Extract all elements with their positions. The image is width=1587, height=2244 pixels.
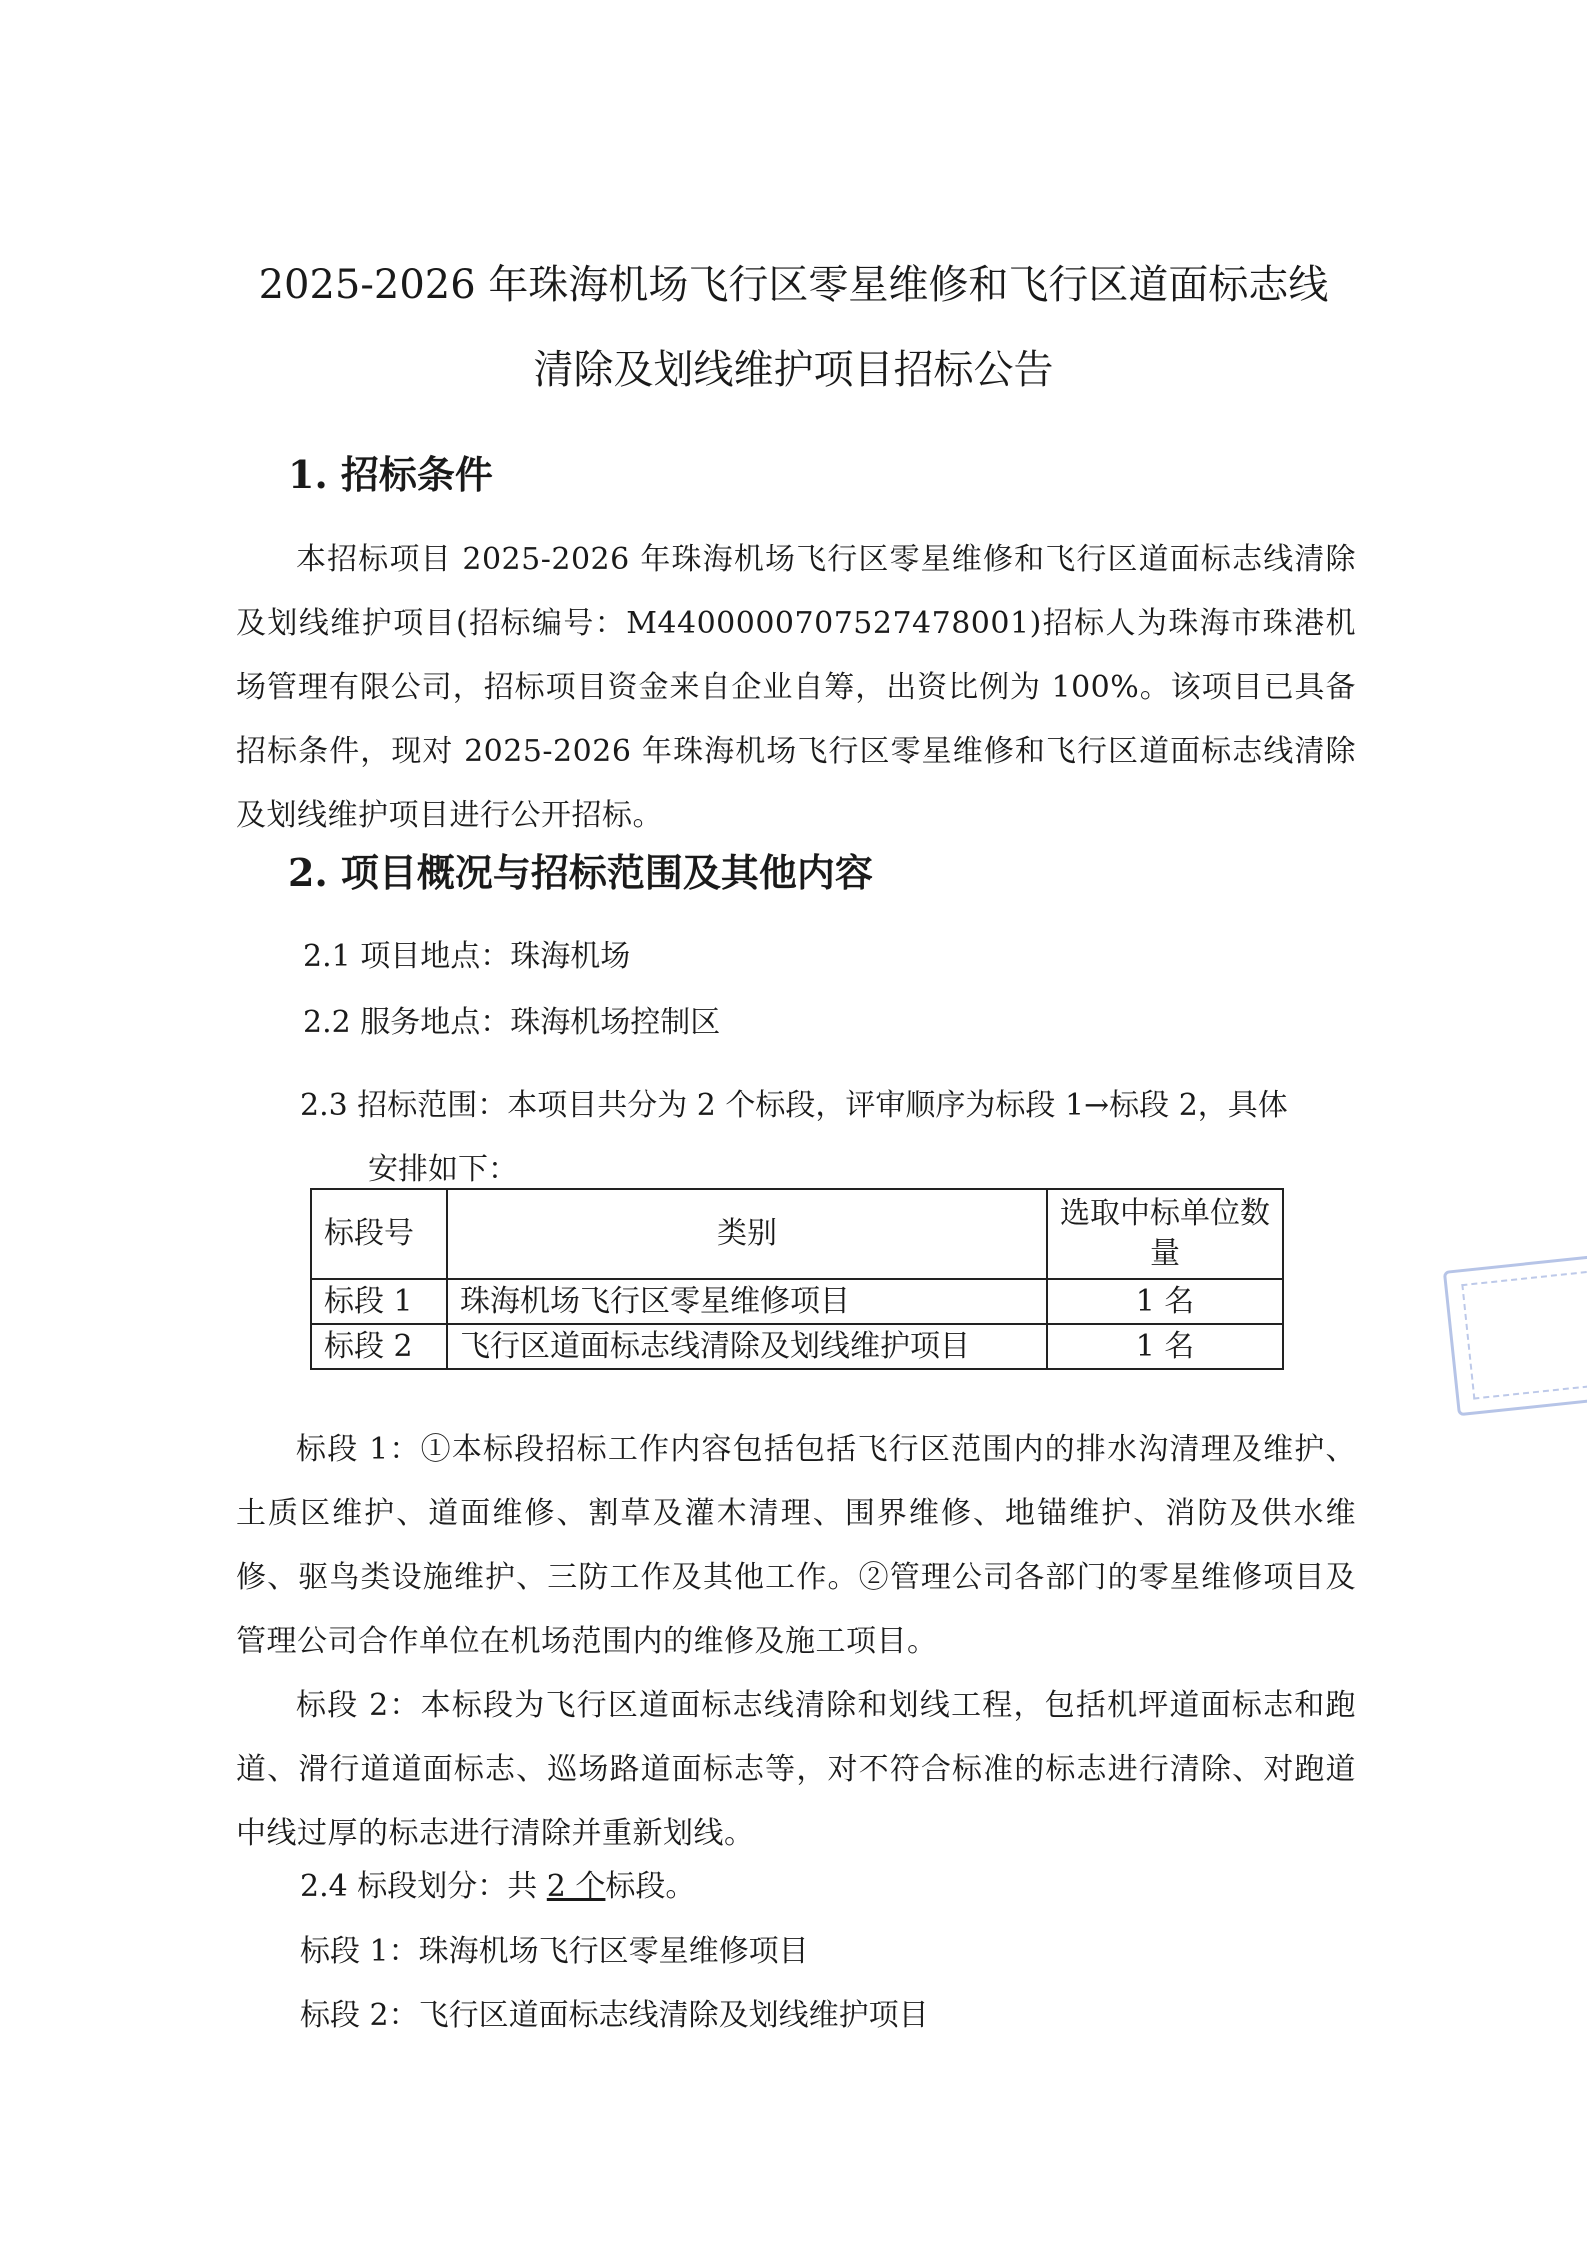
seal-inner-ring: [1461, 1270, 1587, 1400]
official-seal-stamp: [1443, 1254, 1587, 1417]
table-header-lot-no: 标段号: [311, 1189, 447, 1279]
table-header-row: [311, 1189, 1283, 1279]
item-2-3-line1: 2.3 招标范围：本项目共分为 2 个标段，评审顺序为标段 1→标段 2，具体: [300, 1088, 1288, 1123]
section1-heading: 1. 招标条件: [288, 452, 493, 497]
table-cell-winner-count: 1 名: [1047, 1279, 1283, 1324]
section2-heading: 2. 项目概况与招标范围及其他内容: [288, 850, 873, 895]
lot1-name: 标段 1：珠海机场飞行区零星维修项目: [300, 1934, 809, 1969]
bid-lots-table: [310, 1188, 1284, 1370]
document-title-line2: 清除及划线维护项目招标公告: [533, 347, 1054, 393]
table-cell-lot-no: 标段 1: [311, 1279, 447, 1324]
table-row: [311, 1324, 1283, 1369]
table-cell-lot-no: 标段 2: [311, 1324, 447, 1369]
table-cell-category: 珠海机场飞行区零星维修项目: [447, 1279, 1047, 1324]
item-2-2-service-location: 2.2 服务地点：珠海机场控制区: [303, 1005, 721, 1040]
item-2-3-line2: 安排如下：: [368, 1152, 518, 1187]
table-cell-category: 飞行区道面标志线清除及划线维护项目: [447, 1324, 1047, 1369]
item-2-4-prefix: 2.4 标段划分：共: [300, 1869, 547, 1904]
table-row: [311, 1279, 1283, 1324]
item-2-4-count: 2 个: [546, 1869, 606, 1904]
table-header-category: 类别: [447, 1189, 1047, 1279]
document-title-line1: 2025-2026 年珠海机场飞行区零星维修和飞行区道面标志线: [258, 262, 1329, 308]
item-2-4-lot-division: [300, 1867, 695, 1907]
lot2-description: 标段 2：本标段为飞行区道面标志线清除和划线工程，包括机坪道面标志和跑道、滑行道道面标志、巡场路道面标志等，对不符合标准的标志进行清除、对跑道中线过厚的标志进行清除并重新划线。: [236, 1688, 1356, 1851]
lot1-description: 标段 1：①本标段招标工作内容包括包括飞行区范围内的排水沟清理及维护、土质区维护、道面维修、割草及灌木清理、围界维修、地锚维护、消防及供水维修、驱鸟类设施维护、三防工作及其他工作。②管理公司各部门的零星维修项目及管理公司合作单位在机场范围内的维修及施工项目。: [236, 1432, 1356, 1659]
table-cell-winner-count: 1 名: [1047, 1324, 1283, 1369]
item-2-3-bid-scope: [300, 1074, 1360, 1202]
lot2-name: 标段 2：飞行区道面标志线清除及划线维护项目: [300, 1998, 929, 2033]
item-2-4-suffix: 标段。: [605, 1869, 696, 1904]
table-header-winner-count: 选取中标单位数量: [1047, 1189, 1283, 1279]
section1-paragraph: 本招标项目 2025-2026 年珠海机场飞行区零星维修和飞行区道面标志线清除及划线维护项目(招标编号：M4400000707527478001)招标人为珠海市珠港机场管理有限公司，招标项目资金来自企业自筹，出资比例为 100%。该项目已具备招标条件，现对 2025-2026 年珠海机场飞行区零星维修和飞行区道面标志线清除及划线维护项目进行公开招标。: [236, 542, 1356, 833]
item-2-1-project-location: 2.1 项目地点：珠海机场: [303, 939, 631, 974]
